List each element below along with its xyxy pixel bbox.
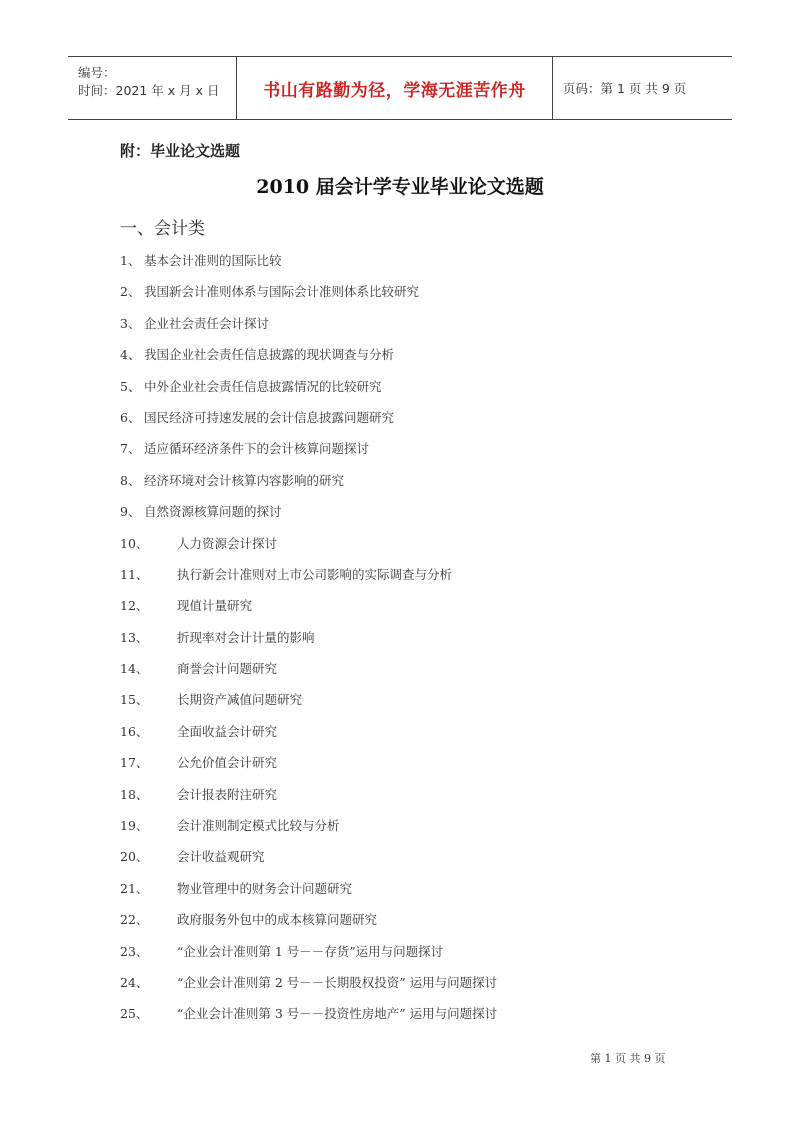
topic-number: 13、	[120, 629, 149, 645]
attachment-title: 附：毕业论文选题	[120, 142, 241, 160]
section-title: 一、会计类	[120, 219, 205, 239]
topic-text: 自然资源核算问题的探讨	[144, 504, 282, 520]
time-label: 时间：2021 年 x 月 x 日	[78, 83, 220, 98]
list-item	[120, 377, 760, 408]
topic-number: 18、	[120, 786, 149, 802]
list-item	[120, 439, 760, 470]
list-item	[120, 534, 760, 565]
list-item	[120, 690, 760, 721]
topic-text: 人力资源会计探讨	[177, 535, 278, 551]
topic-number: 16、	[120, 723, 149, 739]
topic-number: 12、	[120, 598, 149, 614]
header-page-label: 页码：第 1 页 共 9 页	[563, 81, 687, 96]
topic-number: 25、	[120, 1006, 149, 1022]
topic-number: 14、	[120, 661, 149, 677]
list-item	[120, 847, 760, 878]
topic-number: 23、	[120, 943, 149, 959]
topic-number: 17、	[120, 755, 149, 771]
topic-text: 基本会计准则的国际比较	[144, 253, 282, 268]
topic-number: 20、	[120, 849, 149, 865]
topic-text: 公允价值会计研究	[177, 755, 278, 771]
topic-text: 经济环境对会计核算内容影响的研究	[144, 472, 345, 488]
list-item	[120, 408, 760, 439]
list-item	[120, 314, 760, 345]
page-header	[68, 56, 732, 120]
topic-text: 我国企业社会责任信息披露的现状调查与分析	[144, 347, 395, 363]
list-item	[120, 816, 760, 847]
list-item	[120, 502, 760, 533]
header-motto: 书山有路勤为径，学海无涯苦作舟	[236, 57, 553, 119]
topic-number: 6、	[120, 409, 141, 425]
list-item	[120, 1004, 760, 1035]
topic-text: 我国新会计准则体系与国际会计准则体系比较研究	[144, 284, 420, 300]
topic-text: 适应循环经济条件下的会计核算问题探讨	[144, 441, 370, 457]
topic-number: 24、	[120, 974, 149, 990]
topic-number: 5、	[120, 378, 141, 394]
topic-text: 会计报表附注研究	[177, 786, 278, 802]
topic-number: 1、	[120, 253, 141, 268]
list-item	[120, 659, 760, 690]
topic-number: 4、	[120, 347, 141, 363]
topic-text: 企业社会责任会计探讨	[144, 315, 270, 331]
topic-number: 15、	[120, 692, 149, 708]
topic-number: 21、	[120, 880, 149, 896]
list-item	[120, 282, 760, 313]
topic-number: 22、	[120, 912, 149, 928]
topic-text: 物业管理中的财务会计问题研究	[177, 880, 353, 896]
topic-number: 8、	[120, 472, 141, 488]
list-item	[120, 628, 760, 659]
topic-number: 3、	[120, 315, 141, 331]
topic-number: 7、	[120, 441, 141, 457]
page-footer: 第 1 页 共 9 页	[590, 1052, 666, 1065]
number-label: 编号：	[78, 65, 116, 80]
topic-text: 折现率对会计计量的影响	[177, 629, 315, 645]
topic-number: 19、	[120, 818, 149, 834]
topic-text: 执行新会计准则对上市公司影响的实际调查与分析	[177, 566, 453, 582]
topic-text: 全面收益会计研究	[177, 723, 278, 739]
list-item	[120, 471, 760, 502]
list-item	[120, 785, 760, 816]
topic-list	[120, 251, 760, 1036]
list-item	[120, 973, 760, 1004]
topic-number: 10、	[120, 535, 149, 551]
topic-text: 中外企业社会责任信息披露情况的比较研究	[144, 378, 382, 394]
topic-text: 长期资产减值问题研究	[177, 692, 303, 708]
list-item	[120, 565, 760, 596]
list-item	[120, 345, 760, 376]
topic-text: 现值计量研究	[177, 598, 253, 614]
topic-text: 政府服务外包中的成本核算问题研究	[177, 912, 378, 928]
topic-text: “企业会计准则第 3 号－－投资性房地产” 运用与问题探讨	[177, 1006, 498, 1022]
topic-text: 商誉会计问题研究	[177, 661, 278, 677]
topic-number: 11、	[120, 566, 149, 582]
list-item	[120, 596, 760, 627]
topic-number: 2、	[120, 284, 141, 300]
topic-text: “企业会计准则第 1 号－－存货”运用与问题探讨	[177, 943, 444, 959]
list-item	[120, 251, 760, 282]
document-title: 2010 届会计学专业毕业论文选题	[256, 176, 544, 198]
topic-text: 会计准则制定模式比较与分析	[177, 818, 340, 834]
topic-text: 会计收益观研究	[177, 849, 265, 865]
header-meta	[68, 57, 236, 119]
topic-text: “企业会计准则第 2 号－－长期股权投资” 运用与问题探讨	[177, 974, 498, 990]
list-item	[120, 753, 760, 784]
list-item	[120, 879, 760, 910]
list-item	[120, 942, 760, 973]
topic-text: 国民经济可持速发展的会计信息披露问题研究	[144, 409, 395, 425]
list-item	[120, 910, 760, 941]
list-item	[120, 722, 760, 753]
topic-number: 9、	[120, 504, 141, 520]
